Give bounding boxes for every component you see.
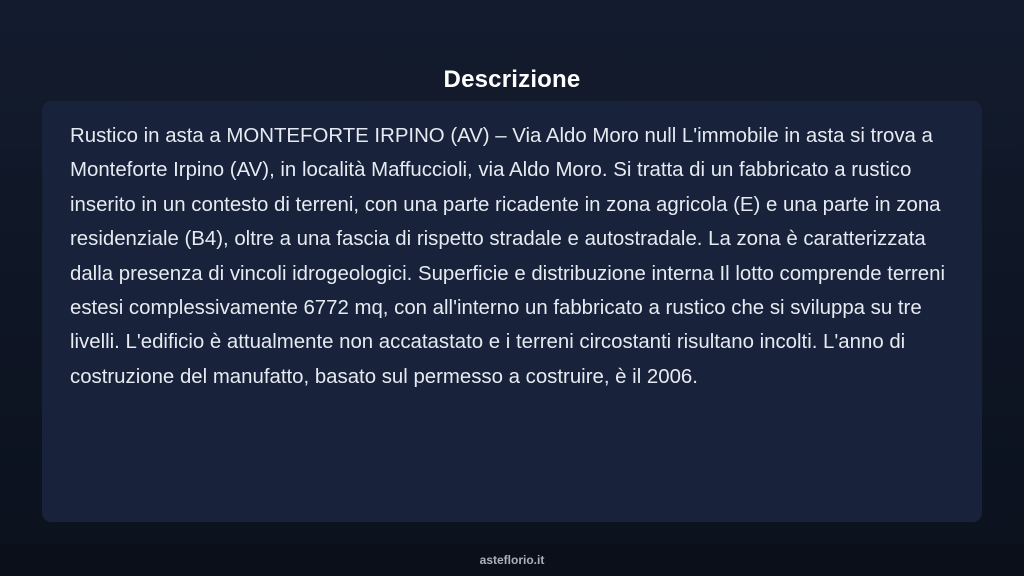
page-title: Descrizione [443,66,581,94]
footer-bar [0,544,1024,576]
description-card [42,101,982,522]
footer-site-label: asteflorio.it [479,553,545,567]
description-text: Rustico in asta a MONTEFORTE IRPINO (AV) – Via Aldo Moro null L'immobile in asta si trova a Monteforte Irpino (AV), in località Maffuccioli, via Aldo Moro. Si tratta di un fabbricato a rustico inserito in un contesto di terreni, con una parte ricadente in zona agricola (E) e una parte in zona residenziale (B4), oltre a una fascia di rispetto stradale e autostradale. La zona è caratterizzata dalla presenza di vincoli idrogeologici. Superficie e distribuzione interna Il lotto comprende terreni estesi complessivamente 6772 mq, con all'interno un fabbricato a rustico che si sviluppa su tre livelli. L'edificio è attualmente non accatastato e i terreni circostanti risultano incolti. L'anno di costruzione del manufatto, basato sul permesso a costruire, è il 2006. [70,125,946,388]
